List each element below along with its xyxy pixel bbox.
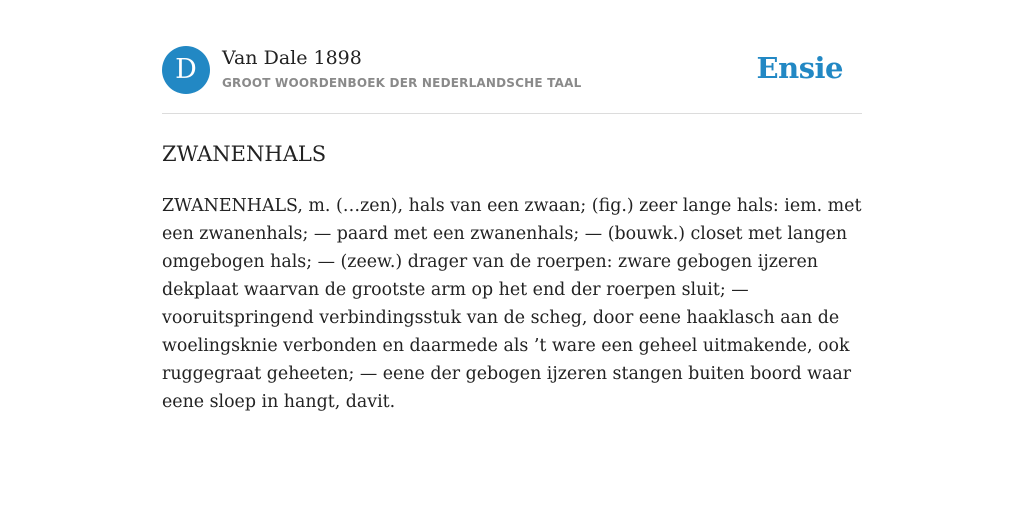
headword: ZWANENHALS (162, 142, 327, 166)
dictionary-entry-card (162, 46, 862, 416)
definition-text: ZWANENHALS, m. (…zen), hals van een zwaan; (fig.) zeer lange hals: iem. met een zwanenhals; — paard met een zwanenhals; — (bouwk.) closet met langen omgebogen hals; — (zeew.) drager van de roerpen: zware gebogen ijzeren dekplaat waarvan de grootste arm op het end der roerpen sluit; — vooruitspringend verbindingsstuk van de scheg, door eene haaklasch aan de woelingsknie verbonden en daarmede als ’t ware een geheel uitmakende, ook ruggegraat geheeten; — eene der gebogen ijzeren stangen buiten boord waar eene sloep in hangt, davit. (162, 196, 862, 412)
brand-logo[interactable]: Ensie (756, 51, 843, 85)
source-logo-icon: D (162, 46, 210, 94)
source-subtitle: GROOT WOORDENBOEK DER NEDERLANDSCHE TAAL (222, 76, 582, 90)
source-title[interactable]: Van Dale 1898 (222, 47, 362, 69)
entry-header (162, 46, 862, 114)
